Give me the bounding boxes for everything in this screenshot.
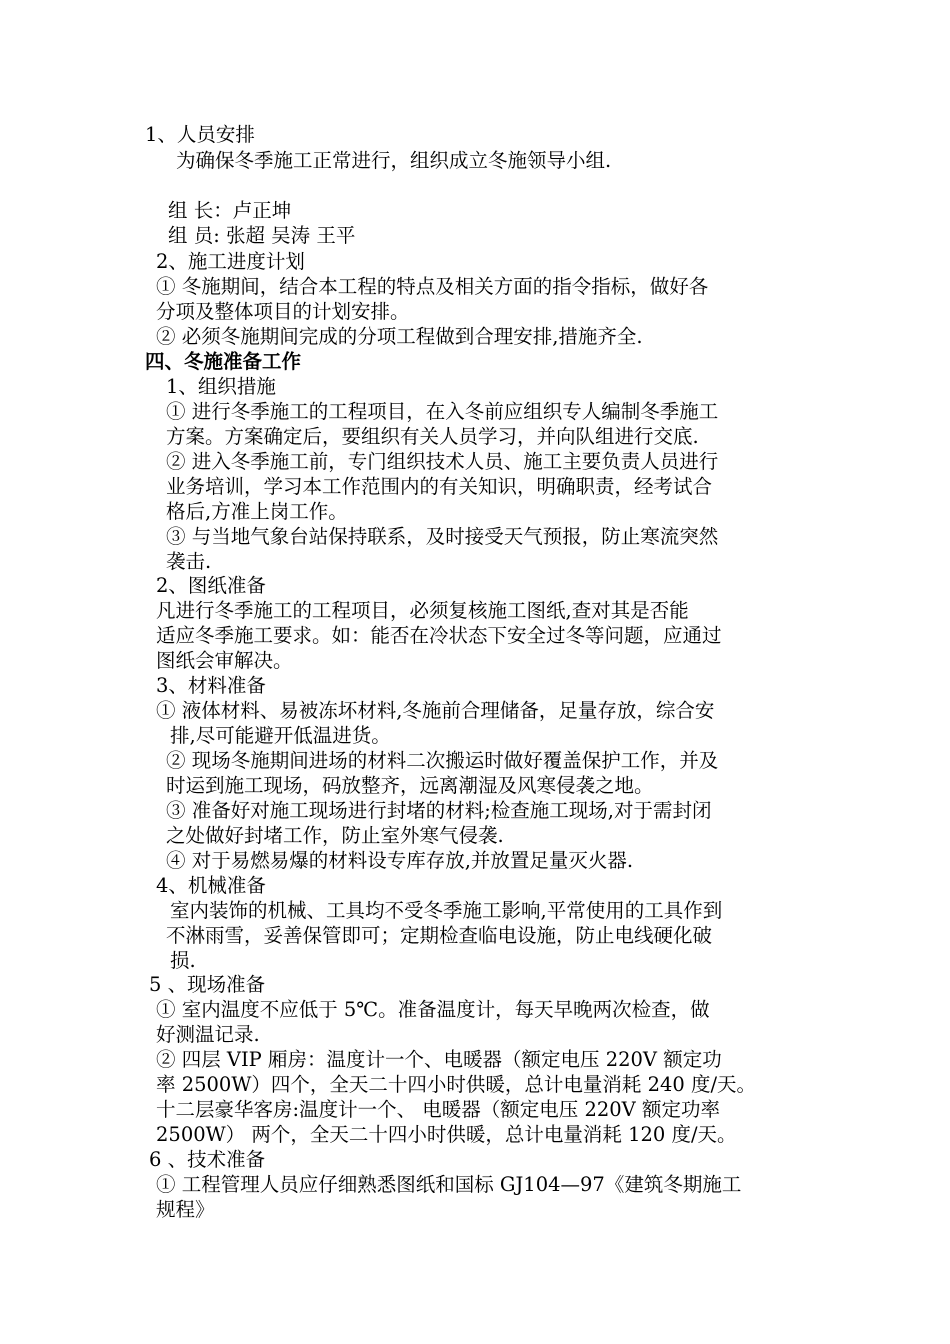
paragraph-line: ② 四层 VIP 厢房：温度计一个、电暖器（额定电压 220V 额定功 bbox=[156, 1048, 722, 1071]
chapter-heading: 四、冬施准备工作 bbox=[145, 350, 302, 373]
paragraph-line: 2500W） 两个，全天二十四小时供暖，总计电量消耗 120 度/天。 bbox=[156, 1123, 737, 1146]
section-heading: 5 、现场准备 bbox=[149, 973, 266, 996]
paragraph-line: 时运到施工现场，码放整齐，远离潮湿及风寒侵袭之地。 bbox=[166, 774, 654, 797]
paragraph-line: 分项及整体项目的计划安排。 bbox=[156, 300, 410, 323]
paragraph-line: ① 工程管理人员应仔细熟悉图纸和国标 GJ104—97《建筑冬期施工 bbox=[156, 1173, 742, 1196]
paragraph-line: ① 液体材料、易被冻坏材料,冬施前合理储备，足量存放，综合安 bbox=[156, 699, 715, 722]
section-heading: 2、施工进度计划 bbox=[156, 250, 305, 273]
section-heading: 2、图纸准备 bbox=[156, 574, 266, 597]
paragraph-line: 规程》 bbox=[156, 1198, 215, 1221]
paragraph-line: 好测温记录. bbox=[156, 1023, 260, 1046]
section-heading: 1、组织措施 bbox=[166, 375, 276, 398]
paragraph-line: 凡进行冬季施工的工程项目，必须复核施工图纸,查对其是否能 bbox=[156, 599, 689, 622]
paragraph-line: 方案。方案确定后，要组织有关人员学习，并向队组进行交底. bbox=[166, 425, 699, 448]
paragraph-line: ② 现场冬施期间进场的材料二次搬运时做好覆盖保护工作，并及 bbox=[166, 749, 719, 772]
leader-line: 组 长：卢正坤 bbox=[168, 199, 292, 222]
members-line: 组 员: 张超 吴涛 王平 bbox=[168, 224, 356, 247]
paragraph-line: 格后,方准上岗工作。 bbox=[166, 500, 348, 523]
paragraph-line: 损. bbox=[170, 949, 196, 972]
paragraph-line: ③ 准备好对施工现场进行封堵的材料;检查施工现场,对于需封闭 bbox=[166, 799, 712, 822]
paragraph-line: 排,尽可能避开低温进货。 bbox=[170, 724, 391, 747]
paragraph-line: ① 室内温度不应低于 5℃。准备温度计，每天早晚两次检查，做 bbox=[156, 998, 710, 1021]
paragraph-line: ③ 与当地气象台站保持联系，及时接受天气预报，防止寒流突然 bbox=[166, 525, 719, 548]
paragraph-line: 适应冬季施工要求。如：能否在冷状态下安全过冬等问题，应通过 bbox=[156, 624, 722, 647]
section-heading: 6 、技术准备 bbox=[149, 1148, 266, 1171]
paragraph-line: 之处做好封堵工作，防止室外寒气侵袭. bbox=[166, 824, 504, 847]
section-heading: 1、人员安排 bbox=[145, 123, 255, 146]
paragraph-line: 袭击. bbox=[166, 550, 212, 573]
paragraph-line: ② 必须冬施期间完成的分项工程做到合理安排,措施齐全. bbox=[156, 325, 643, 348]
paragraph-line: ① 冬施期间，结合本工程的特点及相关方面的指令指标，做好各 bbox=[156, 275, 709, 298]
paragraph-line: ④ 对于易燃易爆的材料设专库存放,并放置足量灭火器. bbox=[166, 849, 634, 872]
paragraph-line: 室内装饰的机械、工具均不受冬季施工影响,平常使用的工具作到 bbox=[170, 899, 723, 922]
paragraph-line: ② 进入冬季施工前，专门组织技术人员、施工主要负责人员进行 bbox=[166, 450, 719, 473]
paragraph-line: 为确保冬季施工正常进行，组织成立冬施领导小组. bbox=[176, 149, 612, 172]
section-heading: 3、材料准备 bbox=[156, 674, 266, 697]
paragraph-line: 率 2500W）四个，全天二十四小时供暖，总计电量消耗 240 度/天。 bbox=[156, 1073, 757, 1096]
paragraph-line: 业务培训，学习本工作范围内的有关知识，明确职责，经考试合 bbox=[166, 475, 713, 498]
section-heading: 4、机械准备 bbox=[156, 874, 266, 897]
paragraph-line: ① 进行冬季施工的工程项目，在入冬前应组织专人编制冬季施工 bbox=[166, 400, 719, 423]
paragraph-line: 图纸会审解决。 bbox=[156, 649, 293, 672]
paragraph-line: 不淋雨雪，妥善保管即可；定期检查临电设施，防止电线硬化破 bbox=[166, 924, 713, 947]
paragraph-line: 十二层豪华客房:温度计一个、 电暖器（额定电压 220V 额定功率 bbox=[156, 1098, 720, 1121]
